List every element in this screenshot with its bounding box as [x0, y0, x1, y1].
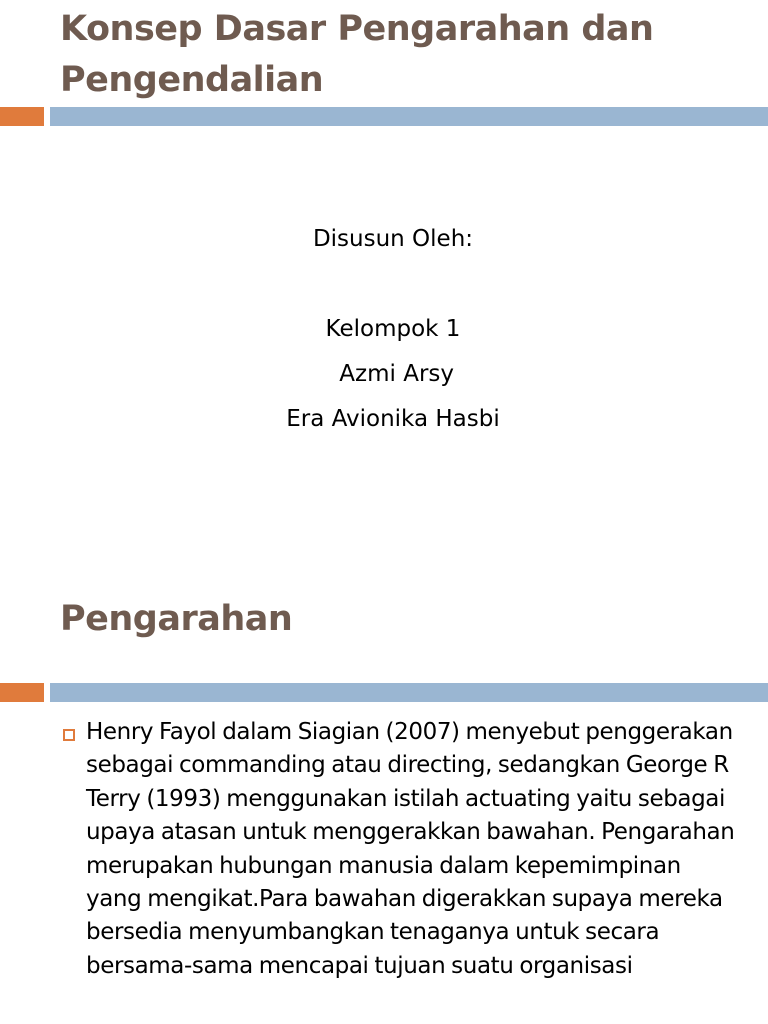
- hollow-square-bullet-icon: [63, 729, 75, 741]
- title-divider-accent: [0, 107, 44, 126]
- title-divider-bar: [50, 107, 768, 126]
- slide-1-title: Konsep Dasar Pengarahan dan Pengendalian: [60, 9, 654, 100]
- bullet-item: [60, 716, 740, 983]
- slide-2: [0, 580, 768, 1024]
- subtitle-block: [0, 217, 768, 442]
- subtitle-line: Azmi Arsy: [331, 361, 454, 387]
- subtitle-line: Kelompok 1: [325, 316, 461, 342]
- title-divider-accent: [0, 683, 44, 702]
- bullet-list: [60, 716, 740, 983]
- title-divider-bar: [50, 683, 768, 702]
- subtitle-line: Era Avionika Hasbi: [286, 406, 500, 432]
- title-divider: [0, 683, 768, 702]
- subtitle-line-spacer: [0, 262, 768, 307]
- slide-2-title: Pengarahan: [60, 599, 293, 639]
- title-divider: [0, 107, 768, 126]
- subtitle-line: Disusun Oleh:: [312, 226, 474, 252]
- bullet-text: Henry Fayol dalam Siagian (2007) menyebut penggerakan sebagai commanding atau directing, sedangkan George R Terry (1993) menggunakan istilah actuating yaitu sebagai upaya atasan untuk menggerakkan bawahan. Pengarahan merupakan hubungan manusia dalam kepemimpinan yang mengikat.Para bawahan digerakkan supaya mereka bersedia menyumbangkan tenaganya untuk secara bersama-sama mencapai tujuan suatu organisasi: [86, 719, 735, 979]
